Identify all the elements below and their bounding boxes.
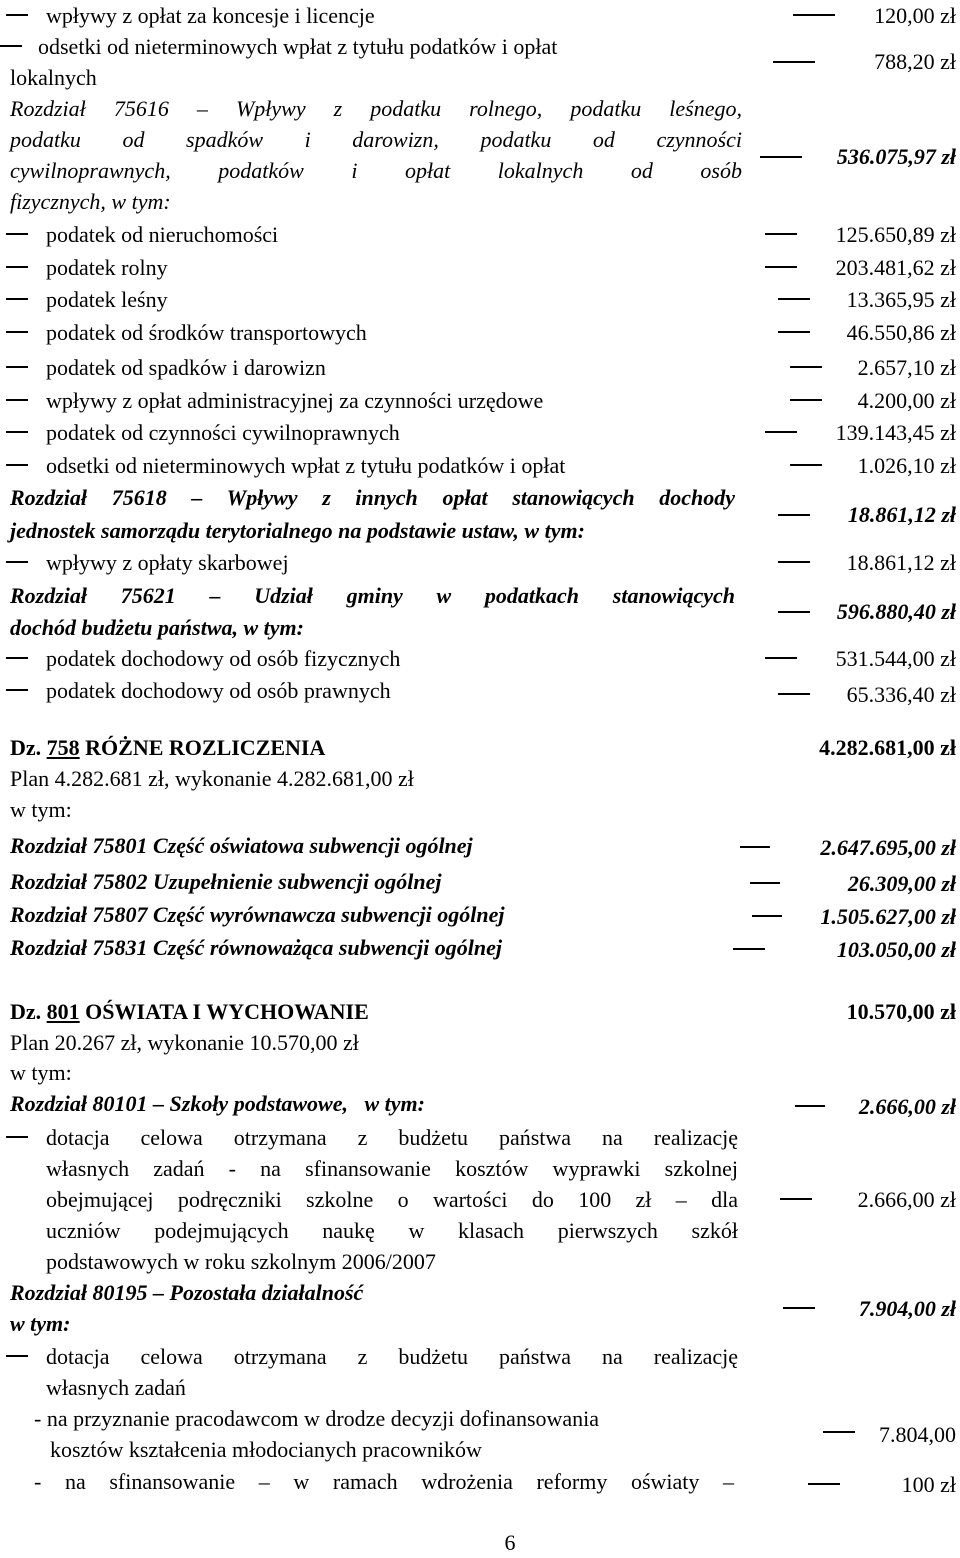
item-text: podatek dochodowy od osób fizycznych	[46, 646, 401, 671]
dotacja-line: uczniów podejmujących naukę w klasach pierwszych szkół	[46, 1218, 738, 1243]
item-amount: 203.481,62 zł	[835, 255, 956, 280]
amount-dash	[750, 882, 780, 884]
rozdzial-heading-line: Rozdział 75621 – Udział gminy w podatkach stanowiących	[10, 583, 735, 608]
rozdzial-amount: 2.647.695,00 zł	[820, 835, 956, 860]
item-amount: 1.026,10 zł	[857, 453, 956, 478]
rozdzial-amount: 18.861,12 zł	[847, 502, 956, 527]
rozdzial-heading-line: dochód budżetu państwa, w tym:	[10, 615, 304, 640]
item-text: wpływy z opłaty skarbowej	[46, 550, 289, 575]
amount-dash	[752, 915, 782, 917]
dzial-prefix: Dz.	[10, 735, 42, 760]
item-amount: 4.200,00 zł	[857, 388, 956, 413]
dotacja-line: dotacja celowa otrzymana z budżetu państwa na realizację	[46, 1344, 738, 1369]
rozdzial-w-tym: w tym:	[364, 1091, 425, 1116]
list-dash	[0, 45, 22, 47]
rozdzial-heading-line: cywilnoprawnych, podatków i opłat lokalnych od osób	[10, 158, 742, 183]
rozdzial-heading-line: fizycznych, w tym:	[10, 189, 171, 214]
amount-dash	[808, 1483, 840, 1485]
amount-dash	[765, 266, 797, 268]
amount-dash	[760, 156, 802, 158]
sub-item-line: - na przyznanie pracodawcom w drodze decyzji dofinansowania	[34, 1406, 600, 1431]
item-amount: 2.657,10 zł	[857, 355, 956, 380]
item-amount: 139.143,45 zł	[835, 420, 956, 445]
amount-dash	[778, 331, 810, 333]
dzial-name: OŚWIATA I WYCHOWANIE	[85, 999, 369, 1024]
item-text: podatek od nieruchomości	[46, 222, 279, 247]
list-dash	[6, 331, 28, 333]
rozdzial-text: Rozdział 75831 Część równoważąca subwencji ogólnej	[10, 935, 503, 960]
rozdzial-heading-line: jednostek samorządu terytorialnego na podstawie ustaw, w tym:	[10, 518, 585, 543]
dzial-title	[10, 732, 325, 763]
page-number: 6	[504, 1530, 516, 1555]
amount-dash	[795, 1105, 825, 1107]
dotacja-line: obejmującej podręczniki szkolne o wartości do 100 zł – dla	[46, 1187, 738, 1212]
rozdzial-amount: 26.309,00 zł	[847, 871, 956, 896]
item-text: podatek rolny	[46, 255, 168, 280]
item-text: odsetki od nieterminowych wpłat z tytułu podatków i opłat	[46, 453, 566, 478]
amount-dash	[778, 298, 810, 300]
rozdzial-amount: 103.050,00 zł	[836, 937, 956, 962]
item-amount: 18.861,12 zł	[846, 550, 956, 575]
list-dash	[6, 233, 28, 235]
amount-dash	[790, 366, 822, 368]
amount-dash	[740, 846, 770, 848]
rozdzial-amount: 536.075,97 zł	[836, 144, 956, 169]
rozdzial-heading-line: Rozdział 75618 – Wpływy z innych opłat stanowiących dochody	[10, 485, 735, 510]
list-dash	[6, 561, 28, 563]
amount-dash	[778, 611, 810, 613]
dzial-title	[10, 996, 369, 1027]
amount-dash	[790, 399, 822, 401]
item-text: podatek dochodowy od osób prawnych	[46, 678, 391, 703]
dzial-number: 758	[46, 735, 80, 760]
rozdzial-w-tym: w tym:	[10, 1311, 71, 1336]
rozdzial-amount: 596.880,40 zł	[836, 599, 956, 624]
item-amount: 120,00 zł	[874, 3, 956, 28]
amount-dash	[780, 1198, 812, 1200]
dotacja-line: własnych zadań	[46, 1375, 186, 1400]
dotacja-line: dotacja celowa otrzymana z budżetu państwa na realizację	[46, 1125, 738, 1150]
list-dash	[6, 366, 28, 368]
item-text: podatek leśny	[46, 287, 168, 312]
rozdzial-text: Rozdział 80195 – Pozostała działalność	[10, 1280, 364, 1305]
list-dash	[6, 399, 28, 401]
sub-item-amount: 7.804,00	[879, 1422, 956, 1447]
amount-dash	[823, 1431, 855, 1433]
item-amount: 788,20 zł	[874, 49, 956, 74]
list-dash	[6, 298, 28, 300]
sub-item-line: kosztów kształcenia młodocianych pracowników	[50, 1437, 482, 1462]
item-text: podatek od środków transportowych	[46, 320, 367, 345]
item-text: odsetki od nieterminowych wpłat z tytułu podatków i opłat	[38, 34, 558, 59]
rozdzial-amount: 2.666,00 zł	[858, 1094, 956, 1119]
plan-line: Plan 4.282.681 zł, wykonanie 4.282.681,00 zł	[10, 766, 414, 791]
dotacja-line: własnych zadań - na sfinansowanie kosztów wyprawki szkolnej	[46, 1156, 738, 1181]
rozdzial-name: Rozdział 80101 – Szkoły podstawowe,	[10, 1091, 348, 1116]
rozdzial-amount: 1.505.627,00 zł	[820, 904, 956, 929]
item-text: podatek od spadków i darowizn	[46, 355, 326, 380]
amount-dash	[733, 948, 765, 950]
dotacja-amount: 2.666,00 zł	[857, 1187, 956, 1212]
dzial-number: 801	[46, 999, 80, 1024]
list-dash	[6, 431, 28, 433]
list-dash	[6, 14, 28, 16]
amount-dash	[778, 561, 810, 563]
list-dash	[6, 657, 28, 659]
plan-line: Plan 20.267 zł, wykonanie 10.570,00 zł	[10, 1030, 359, 1055]
list-dash	[6, 464, 28, 466]
item-amount: 13.365,95 zł	[846, 287, 956, 312]
rozdzial-text: Rozdział 75801 Część oświatowa subwencji ogólnej	[10, 833, 473, 858]
rozdzial-text	[10, 1088, 425, 1119]
item-text: wpływy z opłat za koncesje i licencje	[46, 3, 375, 28]
amount-dash	[773, 61, 815, 63]
dzial-amount: 10.570,00 zł	[846, 999, 956, 1024]
item-amount: 531.544,00 zł	[835, 646, 956, 671]
sub-item-line: - na sfinansowanie – w ramach wdrożenia reformy oświaty –	[34, 1469, 734, 1494]
item-amount: 65.336,40 zł	[846, 682, 956, 707]
amount-dash	[790, 464, 822, 466]
amount-dash	[765, 431, 797, 433]
amount-dash	[778, 693, 810, 695]
amount-dash	[793, 14, 835, 16]
rozdzial-heading-line: podatku od spadków i darowizn, podatku od czynności	[10, 127, 742, 152]
item-text: wpływy z opłat administracyjnej za czynności urzędowe	[46, 388, 544, 413]
item-text: podatek od czynności cywilnoprawnych	[46, 420, 400, 445]
amount-dash	[778, 514, 810, 516]
amount-dash	[765, 657, 797, 659]
w-tym-label: w tym:	[10, 1060, 72, 1085]
item-amount: 125.650,89 zł	[835, 222, 956, 247]
dzial-amount: 4.282.681,00 zł	[819, 735, 956, 760]
rozdzial-text: Rozdział 75802 Uzupełnienie subwencji ogólnej	[10, 869, 442, 894]
list-dash	[6, 1136, 28, 1138]
amount-dash	[783, 1307, 815, 1309]
rozdzial-heading-line: Rozdział 75616 – Wpływy z podatku rolnego, podatku leśnego,	[10, 96, 742, 121]
list-dash	[6, 1355, 28, 1357]
dzial-name: RÓŻNE ROZLICZENIA	[85, 735, 326, 760]
amount-dash	[765, 233, 797, 235]
sub-item-amount: 100 zł	[901, 1472, 956, 1497]
item-amount: 46.550,86 zł	[846, 320, 956, 345]
item-text-continued: lokalnych	[10, 65, 97, 90]
rozdzial-text: Rozdział 75807 Część wyrównawcza subwencji ogólnej	[10, 902, 505, 927]
dotacja-line: podstawowych w roku szkolnym 2006/2007	[46, 1249, 436, 1274]
rozdzial-amount: 7.904,00 zł	[858, 1296, 956, 1321]
w-tym-label: w tym:	[10, 797, 72, 822]
list-dash	[6, 266, 28, 268]
list-dash	[6, 689, 28, 691]
dzial-prefix: Dz.	[10, 999, 42, 1024]
